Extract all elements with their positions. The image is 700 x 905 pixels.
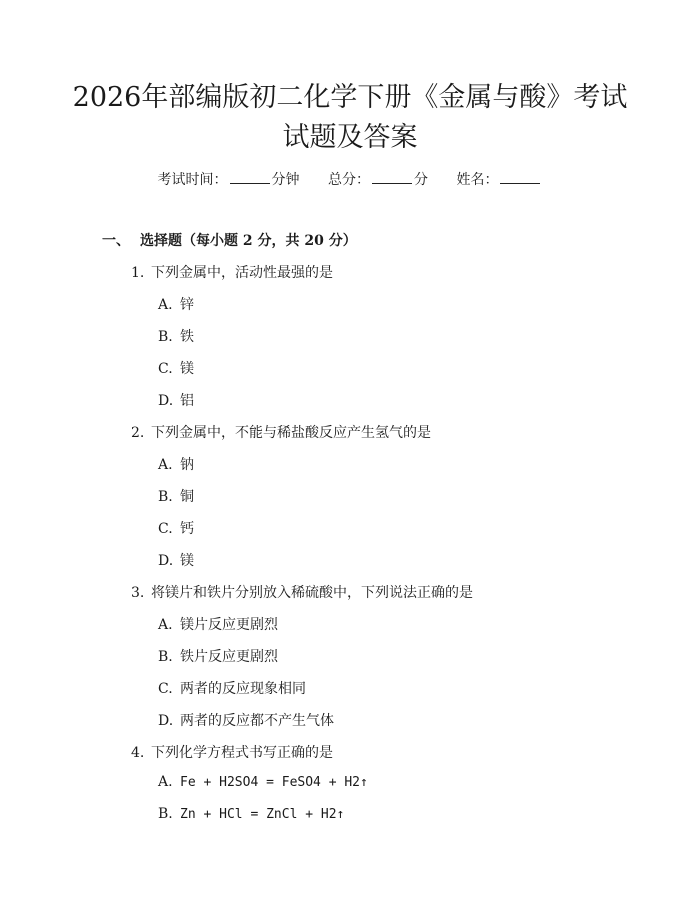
question-3 xyxy=(131,582,473,602)
option-label: D. xyxy=(158,713,174,729)
exam-meta xyxy=(0,169,700,189)
total-score-field xyxy=(328,172,428,188)
option-2b xyxy=(158,486,194,506)
option-1b xyxy=(158,326,194,346)
option-2c xyxy=(158,518,194,538)
option-label: A. xyxy=(158,774,173,790)
exam-time-label: 考试时间： xyxy=(157,172,228,188)
section-title: 选择题（每小题 2 分，共 20 分） xyxy=(140,233,357,249)
question-text: 下列金属中，活动性最强的是 xyxy=(151,265,333,281)
option-3a xyxy=(158,614,278,634)
question-number: 1. xyxy=(131,265,145,281)
exam-time-field xyxy=(158,172,300,188)
option-text: Zn + HCl = ZnCl + H2↑ xyxy=(180,807,345,822)
student-name-blank xyxy=(500,183,540,184)
option-1d xyxy=(158,390,194,410)
question-number: 4. xyxy=(131,745,145,761)
option-text: 铁片反应更剧烈 xyxy=(180,649,278,665)
option-1c xyxy=(158,358,194,378)
option-label: A. xyxy=(158,617,173,633)
option-text: 铁 xyxy=(180,329,194,345)
section-heading xyxy=(102,230,357,250)
student-name-field xyxy=(456,172,542,188)
option-text: 钙 xyxy=(180,521,194,537)
option-label: B. xyxy=(158,806,173,822)
option-label: B. xyxy=(158,649,173,665)
option-text: 镁 xyxy=(180,553,194,569)
option-3b xyxy=(158,646,278,666)
option-label: A. xyxy=(158,457,173,473)
option-text: 铝 xyxy=(180,393,194,409)
option-label: C. xyxy=(158,361,173,377)
section-number: 一、 xyxy=(102,233,130,249)
option-text: 镁片反应更剧烈 xyxy=(180,617,278,633)
option-text: 锌 xyxy=(180,297,194,313)
option-text: 两者的反应现象相同 xyxy=(180,681,306,697)
question-2 xyxy=(131,422,431,442)
exam-time-blank xyxy=(230,183,270,184)
option-label: C. xyxy=(158,681,173,697)
student-name-label: 姓名： xyxy=(456,172,499,188)
option-label: B. xyxy=(158,489,173,505)
exam-time-unit: 分钟 xyxy=(271,172,300,188)
option-label: A. xyxy=(158,297,173,313)
option-text: 镁 xyxy=(180,361,194,377)
option-label: C. xyxy=(158,521,173,537)
option-text: 铜 xyxy=(180,489,194,505)
total-score-unit: 分 xyxy=(414,172,428,188)
question-number: 2. xyxy=(131,425,145,441)
option-3d xyxy=(158,710,334,730)
option-4b xyxy=(158,806,344,822)
question-text: 将镁片和铁片分别放入稀硫酸中，下列说法正确的是 xyxy=(151,585,473,601)
option-3c xyxy=(158,678,306,698)
option-text: 两者的反应都不产生气体 xyxy=(180,713,334,729)
option-label: D. xyxy=(158,553,174,569)
option-text: Fe + H2SO4 = FeSO4 + H2↑ xyxy=(180,775,368,790)
option-2a xyxy=(158,454,194,474)
option-text: 钠 xyxy=(180,457,194,473)
question-4 xyxy=(131,742,333,762)
page-title: 2026年部编版初二化学下册《金属与酸》考试试题及答案 xyxy=(72,82,628,153)
option-label: D. xyxy=(158,393,174,409)
option-4a xyxy=(158,774,368,790)
option-2d xyxy=(158,550,194,570)
question-number: 3. xyxy=(131,585,145,601)
question-1 xyxy=(131,262,333,282)
option-1a xyxy=(158,294,194,314)
option-label: B. xyxy=(158,329,173,345)
question-text: 下列金属中，不能与稀盐酸反应产生氢气的是 xyxy=(151,425,431,441)
question-text: 下列化学方程式书写正确的是 xyxy=(151,745,333,761)
total-score-label: 总分： xyxy=(328,172,370,188)
total-score-blank xyxy=(372,183,412,184)
